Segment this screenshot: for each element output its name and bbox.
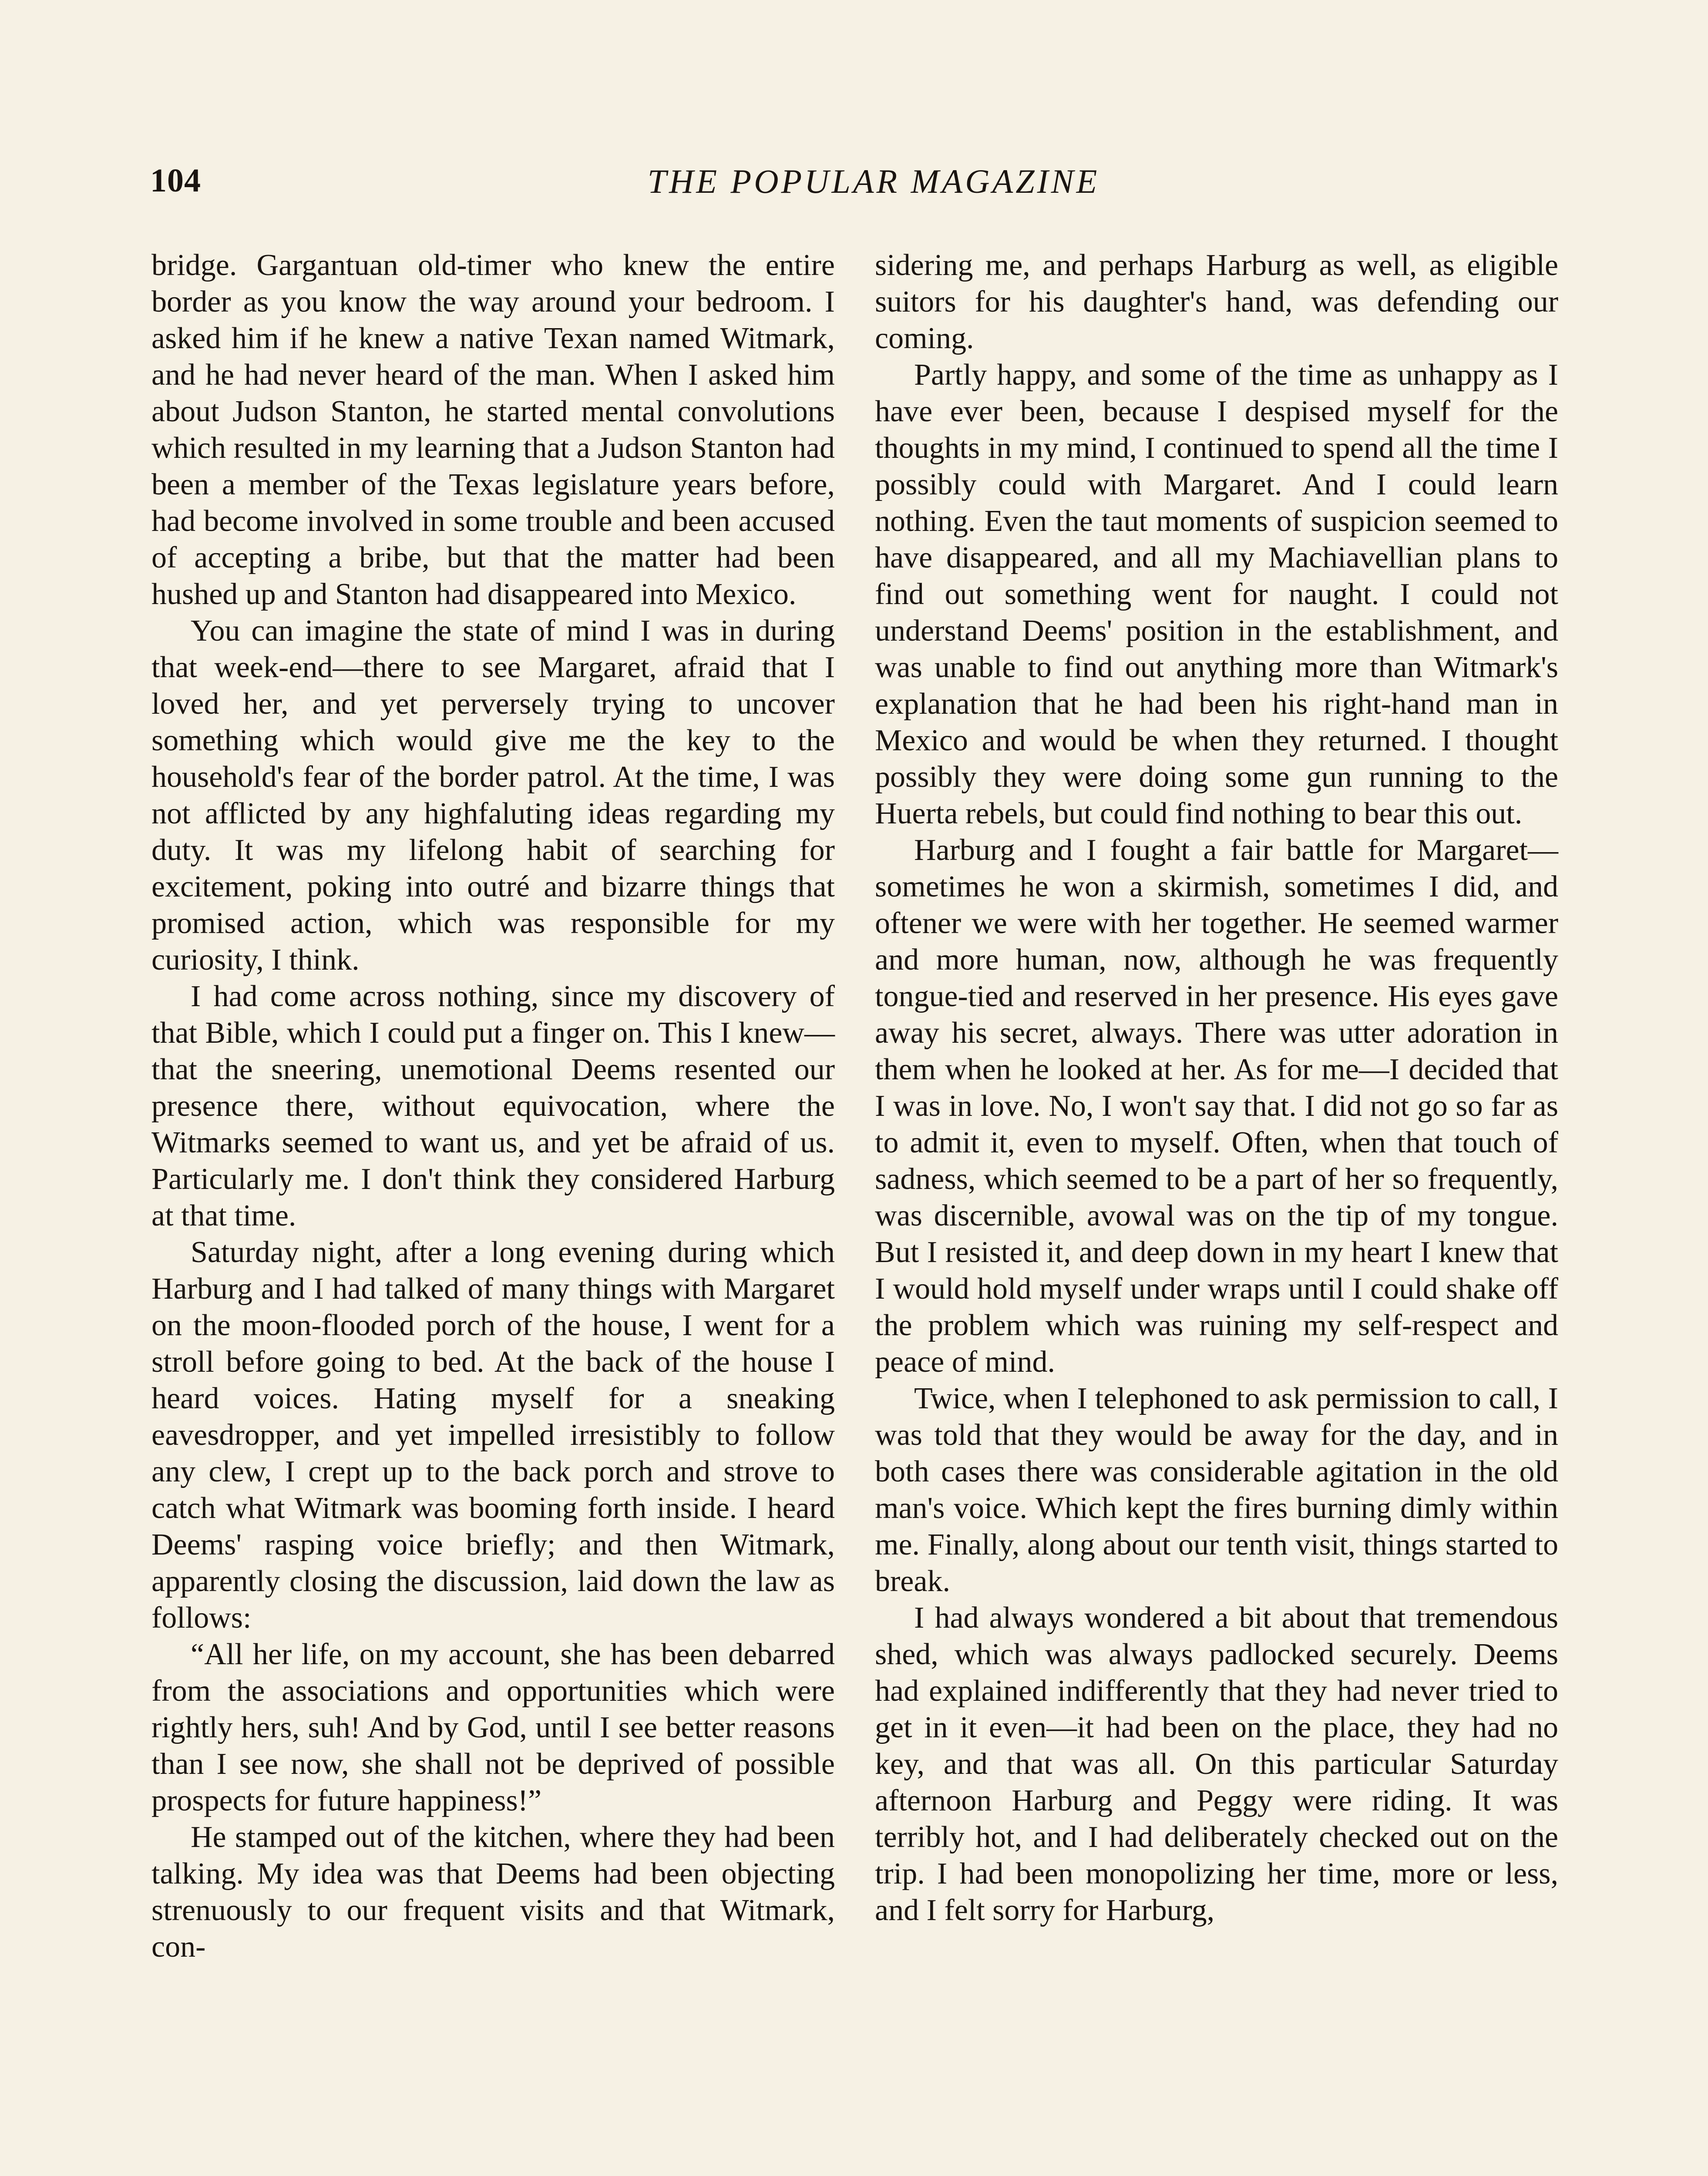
paragraph: Twice, when I telephoned to ask permission to call, I was told that they would be away for the day, and in both cases there was considerable agitation in the old man's voice. Which kept the fires burning dimly within me. Finally, along about our tenth visit, things started to break. (875, 1382, 1558, 1598)
paragraph: Saturday night, after a long evening during which Harburg and I had talked of many things with Margaret on the moon-flooded porch of the house, I went for a stroll before going to bed. At the back of the house I heard voices. Hating myself for a sneaking eavesdropper, and yet impelled irresistibly to follow any clew, I crept up to the back porch and strove to catch what Witmark was booming forth inside. I heard Deems' rasping voice briefly; and then Witmark, apparently closing the discussion, laid down the law as follows: (151, 1236, 835, 1635)
paragraph: I had come across nothing, since my discovery of that Bible, which I could put a finger on. This I knew—that the sneering, unemotional Deems resented our presence there, without equivocation, where the Witmarks seemed to want us, and yet be afraid of us. Particularly me. I don't think they considered Harburg at that time. (151, 980, 835, 1232)
paragraph: Harburg and I fought a fair battle for Margaret—sometimes he won a skirmish, sometimes I did, and oftener we were with her together. He seemed warmer and more human, now, although he was frequently tongue-tied and reserved in her presence. His eyes gave away his secret, always. There was utter adoration in them when he looked at her. As for me—I decided that I was in love. No, I won't say that. I did not go so far as to admit it, even to myself. Often, when that touch of sadness, which seemed to be a part of her so frequently, was discernible, avowal was on the tip of my tongue. But I resisted it, and deep down in my heart I knew that I would hold myself under wraps until I could shake off the problem which was ruining my self-respect and peace of mind. (875, 833, 1558, 1379)
paragraph: sidering me, and perhaps Harburg as well, as eligible suitors for his daughter's hand, was defending our coming. (875, 248, 1558, 355)
right-column (875, 247, 1558, 1929)
paragraph: Partly happy, and some of the time as unhappy as I have ever been, because I despised myself for the thoughts in my mind, I continued to spend all the time I possibly could with Margaret. And I could learn nothing. Even the taut moments of suspicion seemed to have disappeared, and all my Machiavellian plans to find out something went for naught. I could not understand Deems' position in the establishment, and was unable to find out anything more than Witmark's explanation that he had been his right-hand man in Mexico and would be when they returned. I thought possibly they were doing some gun running to the Huerta rebels, but could find nothing to bear this out. (875, 358, 1558, 830)
running-head: THE POPULAR MAGAZINE (647, 162, 1100, 200)
quotation-paragraph: “All her life, on my account, she has been debarred from the associations and opportunities which were rightly hers, suh! And by God, until I see better reasons than I see now, she shall not be deprived of possible prospects for future happiness!” (151, 1638, 835, 1817)
paragraph: You can imagine the state of mind I was in during that week-end—there to see Margaret, afraid that I loved her, and yet perversely trying to uncover something which would give me the key to the household's fear of the border patrol. At the time, I was not afflicted by any highfaluting ideas regarding my duty. It was my lifelong habit of searching for excitement, poking into outré and bizarre things that promised action, which was responsible for my curiosity, I think. (151, 614, 835, 977)
page-number: 104 (150, 162, 201, 199)
paragraph: He stamped out of the kitchen, where they had been talking. My idea was that Deems had been objecting strenuously to our frequent visits and that Witmark, con- (151, 1820, 835, 1964)
paragraph: bridge. Gargantuan old-timer who knew the entire border as you know the way around your bedroom. I asked him if he knew a native Texan named Witmark, and he had never heard of the man. When I asked him about Judson Stanton, he started mental convolutions which resulted in my learning that a Judson Stanton had been a member of the Texas legislature years before, had become involved in some trouble and been accused of accepting a bribe, but that the matter had been hushed up and Stanton had disappeared into Mexico. (151, 248, 835, 611)
paragraph: I had always wondered a bit about that tremendous shed, which was always padlocked securely. Deems had explained indifferently that they had never tried to get in it even—it had been on the place, they had no key, and that was all. On this particular Saturday afternoon Harburg and Peggy were riding. It was terribly hot, and I had deliberately checked out on the trip. I had been monopolizing her time, more or less, and I felt sorry for Harburg, (875, 1601, 1558, 1927)
left-column (151, 247, 835, 1965)
